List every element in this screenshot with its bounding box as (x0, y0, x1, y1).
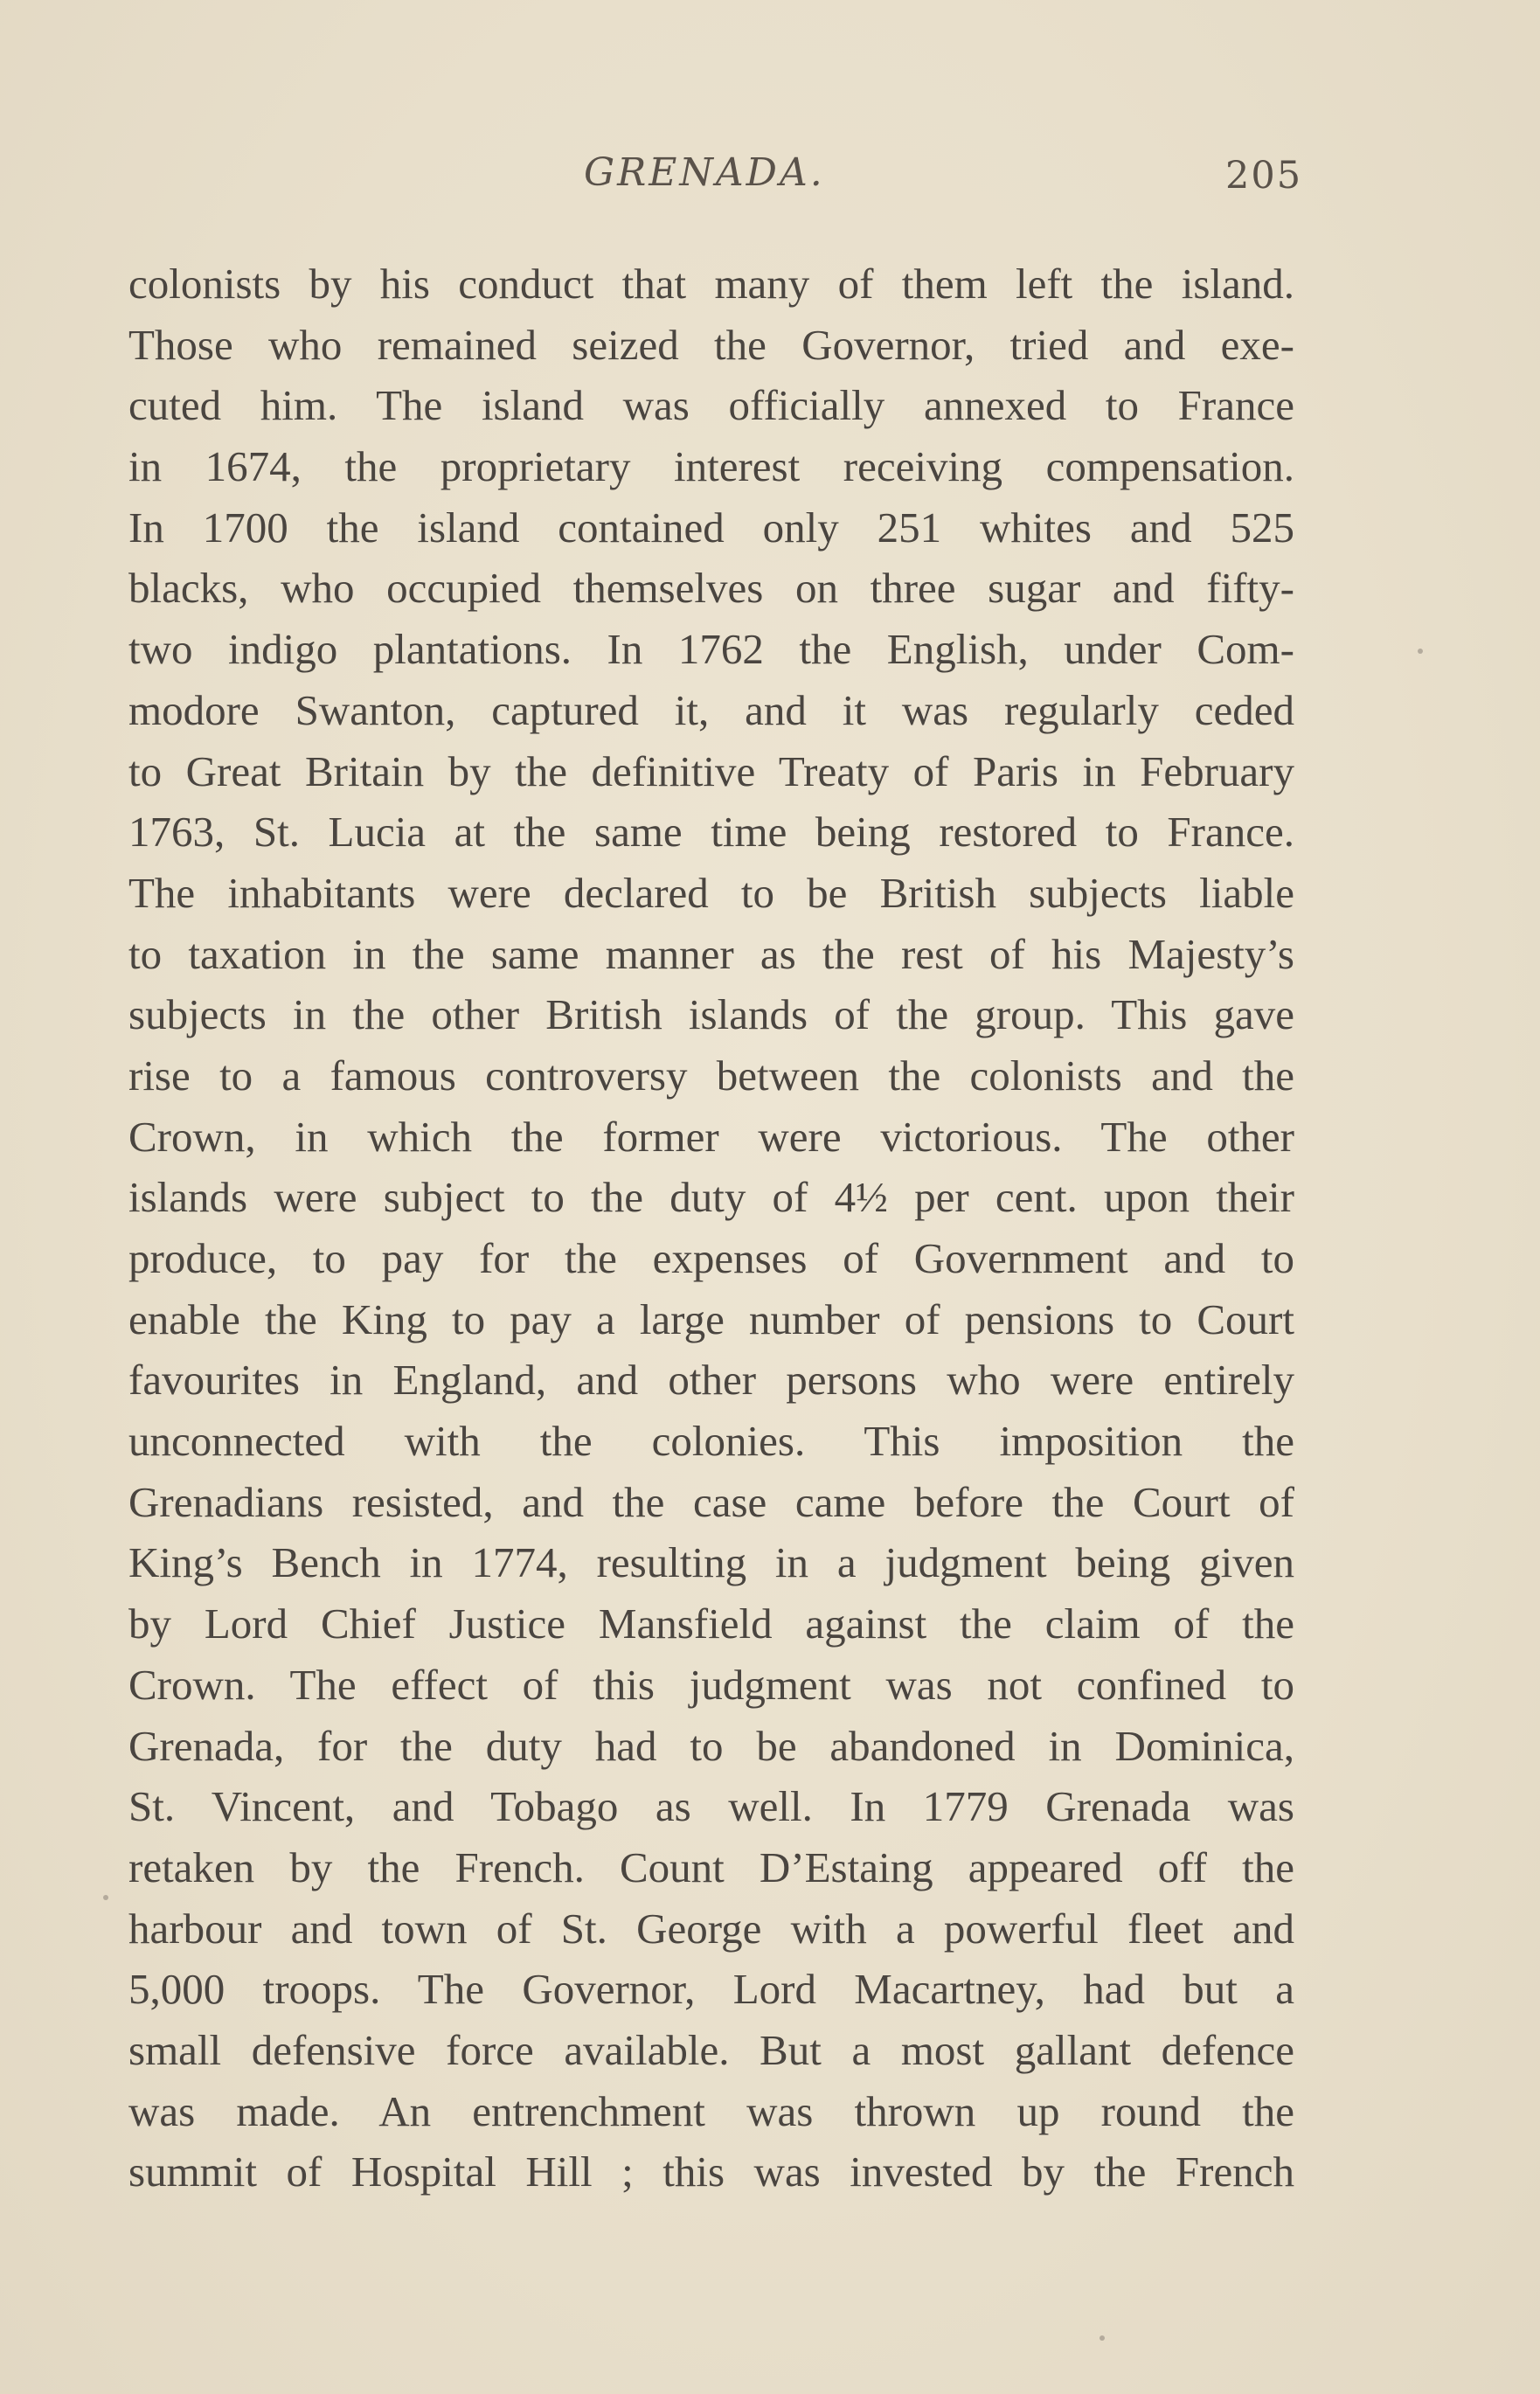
text-line: The inhabitants were declared to be British subjects liable (128, 868, 1294, 917)
paper-speck (1418, 649, 1423, 654)
running-head (0, 150, 1540, 203)
paper-speck (1100, 2335, 1105, 2341)
text-line: King’s Bench in 1774, resulting in a judgment being given (128, 1538, 1294, 1587)
page-number: 205 (1225, 154, 1303, 198)
paper-speck (103, 1895, 108, 1900)
text-line: to taxation in the same manner as the rest of his Majesty’s (128, 929, 1294, 978)
text-line: cuted him. The island was officially annexed to France (128, 381, 1294, 430)
text-line: Crown, in which the former were victorious. The other (128, 1112, 1294, 1161)
text-line: islands were subject to the duty of 4½ per cent. upon their (128, 1173, 1294, 1222)
text-line: retaken by the French. Count D’Estaing appeared off the (128, 1842, 1294, 1891)
text-line: colonists by his conduct that many of them left the island. (128, 260, 1294, 308)
text-line: to Great Britain by the definitive Treaty of Paris in February (128, 746, 1294, 795)
text-line: two indigo plantations. In 1762 the English, under Com- (128, 625, 1294, 674)
text-line: 5,000 troops. The Governor, Lord Macartney, had but a (128, 1965, 1294, 2014)
text-line: In 1700 the island contained only 251 whites and 525 (128, 503, 1294, 552)
text-line: Grenadians resisted, and the case came before the Court of (128, 1477, 1294, 1526)
text-line: enable the King to pay a large number of pensions to Court (128, 1294, 1294, 1343)
text-line: favourites in England, and other persons who were entirely (128, 1356, 1294, 1405)
text-line: modore Swanton, captured it, and it was regularly ceded (128, 685, 1294, 734)
chapter-title: GRENADA. (584, 150, 825, 195)
text-line: unconnected with the colonies. This imposition the (128, 1417, 1294, 1466)
text-line: summit of Hospital Hill ; this was invested by the French (128, 2148, 1294, 2196)
text-line: subjects in the other British islands of the group. This gave (128, 990, 1294, 1039)
text-line: was made. An entrenchment was thrown up round the (128, 2086, 1294, 2135)
text-line: harbour and town of St. George with a powerful fleet and (128, 1904, 1294, 1953)
text-line: Crown. The effect of this judgment was not confined to (128, 1660, 1294, 1709)
text-line: produce, to pay for the expenses of Government and to (128, 1234, 1294, 1282)
text-line: St. Vincent, and Tobago as well. In 1779 Grenada was (128, 1782, 1294, 1831)
text-line: 1763, St. Lucia at the same time being restored to France. (128, 808, 1294, 857)
text-line: by Lord Chief Justice Mansfield against the claim of the (128, 1599, 1294, 1648)
text-line: blacks, who occupied themselves on three sugar and fifty- (128, 564, 1294, 613)
text-line: Grenada, for the duty had to be abandoned in Dominica, (128, 1721, 1294, 1770)
text-line: Those who remained seized the Governor, tried and exe- (128, 320, 1294, 369)
text-line: rise to a famous controversy between the colonists and the (128, 1051, 1294, 1100)
text-line: small defensive force available. But a most gallant defence (128, 2025, 1294, 2074)
body-text (128, 253, 1294, 2203)
text-line: in 1674, the proprietary interest receiving compensation. (128, 442, 1294, 491)
